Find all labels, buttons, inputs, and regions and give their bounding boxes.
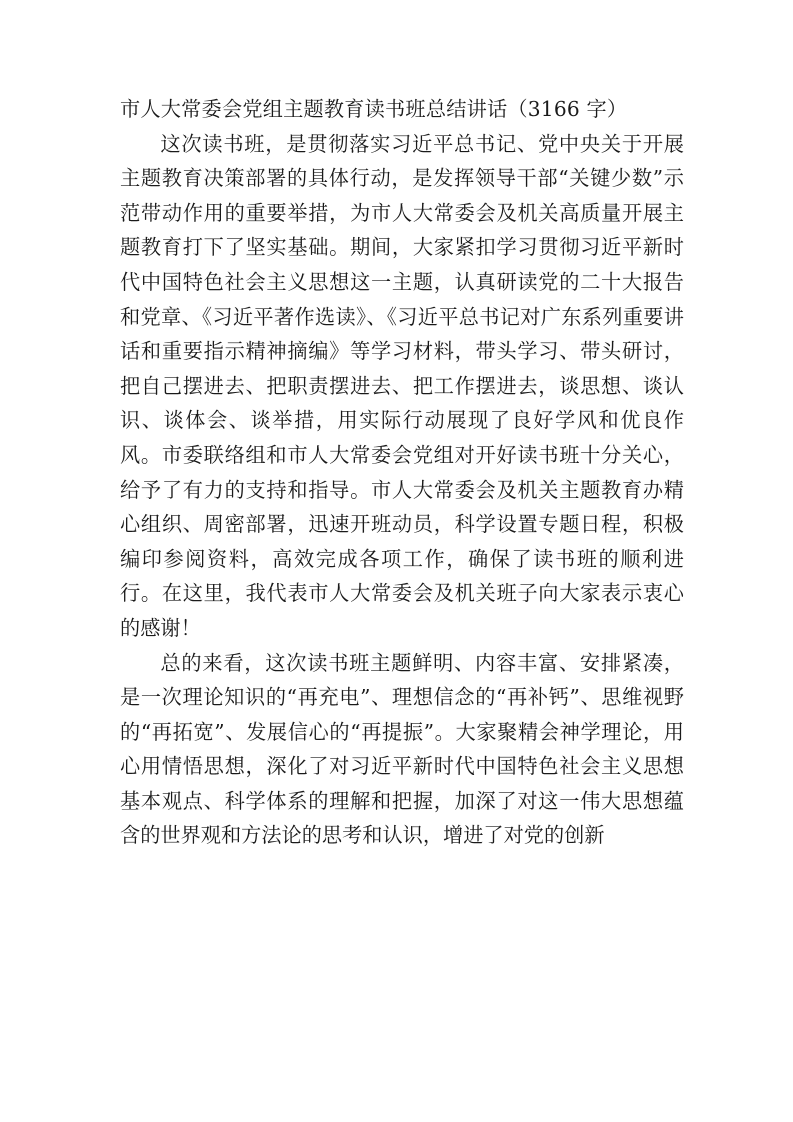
- document-title: 市人大常委会党组主题教育读书班总结讲话（3166 字）: [120, 97, 628, 121]
- document-body: [120, 92, 684, 853]
- paragraph-1: 这次读书班，是贯彻落实习近平总书记、党中央关于开展主题教育决策部署的具体行动，是发挥领导干部“关键少数”示范带动作用的重要举措，为市人大常委会及机关高质量开展主题教育打下了坚实基础。期间，大家紧扣学习贯彻习近平新时代中国特色社会主义思想这一主题，认真研读党的二十大报告和党章、《习近平著作选读》、《习近平总书记对广东系列重要讲话和重要指示精神摘编》等学习材料，带头学习、带头研讨，把自己摆进去、把职责摆进去、把工作摆进去，谈思想、谈认识、谈体会、谈举措，用实际行动展现了良好学风和优良作风。市委联络组和市人大常委会党组对开好读书班十分关心，给予了有力的支持和指导。市人大常委会及机关主题教育办精心组织、周密部署，迅速开班动员，科学设置专题日程，积极编印参阅资料，高效完成各项工作，确保了读书班的顺利进行。在这里，我代表市人大常委会及机关班子向大家表示衷心的感谢！: [120, 131, 684, 640]
- paragraph-2: 总的来看，这次读书班主题鲜明、内容丰富、安排紧凑，是一次理论知识的“再充电”、理想信念的“再补钙”、思维视野的“再拓宽”、发展信心的“再提振”。大家聚精会神学理论，用心用情悟思想，深化了对习近平新时代中国特色社会主义思想基本观点、科学体系的理解和把握，加深了对这一伟大思想蕴含的世界观和方法论的思考和认识，增进了对党的创新: [120, 650, 684, 848]
